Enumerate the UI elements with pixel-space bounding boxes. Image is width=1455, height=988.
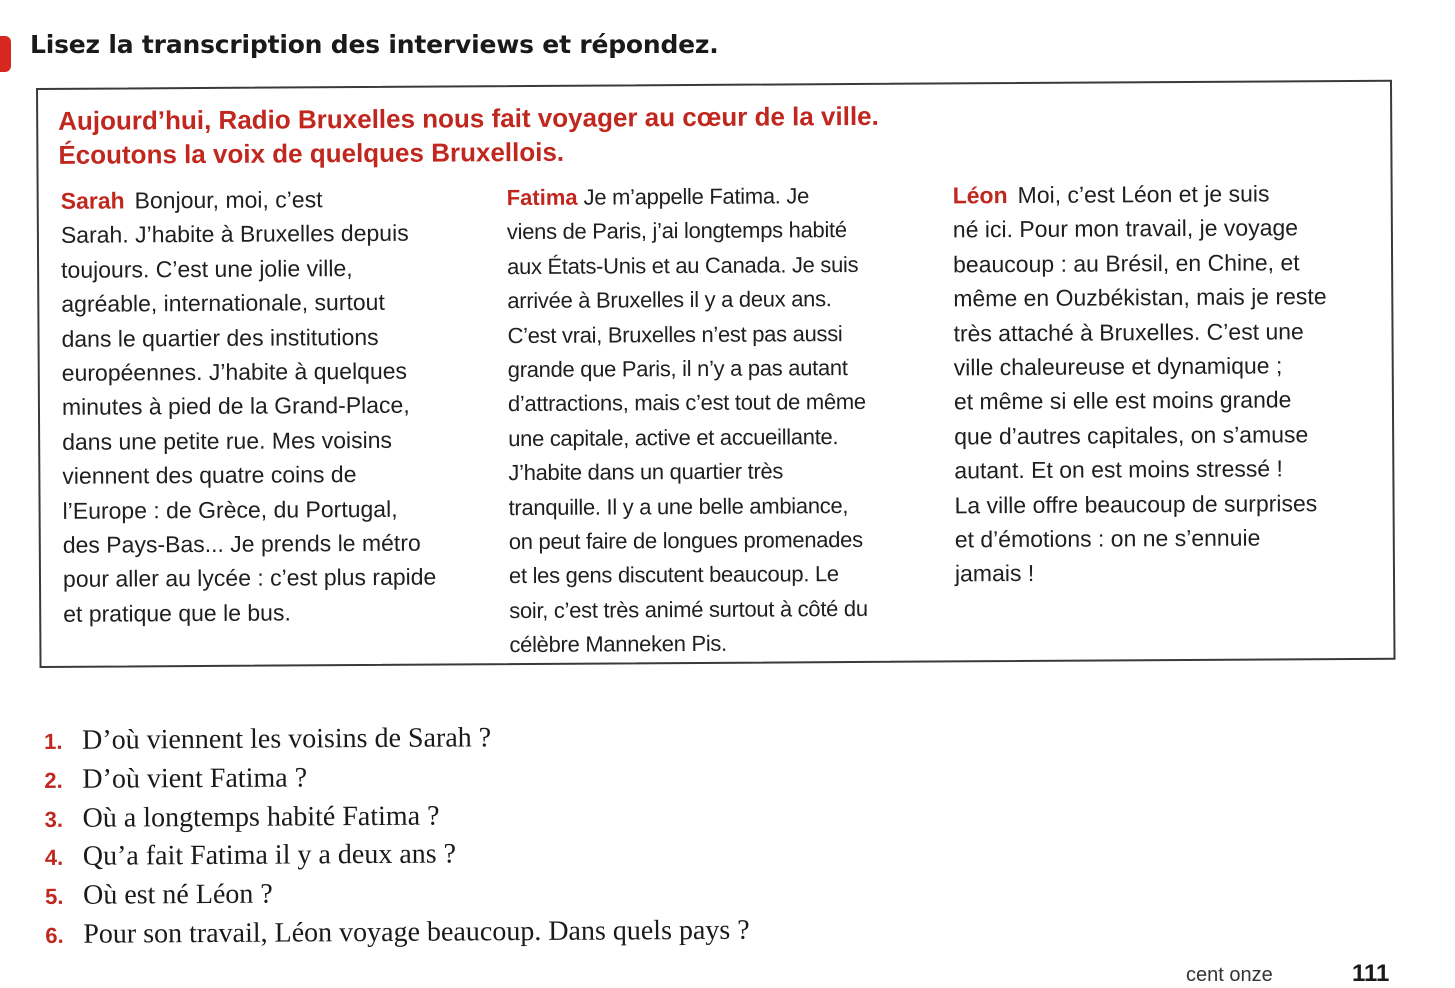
- interview-line: C’est vrai, Bruxelles n’est pas aussi: [507, 320, 843, 348]
- interview-line: dans une petite rue. Mes voisins: [62, 426, 393, 455]
- question-number: 3.: [44, 806, 64, 832]
- question-text: D’où vient Fatima ?: [82, 762, 308, 795]
- speaker-name: Léon: [952, 182, 1008, 209]
- interview-fatima: [507, 178, 950, 662]
- interview-line: jamais !: [954, 560, 1035, 587]
- interview-line: Léon Moi, c’est Léon et je suis: [952, 180, 1270, 209]
- question-text: Où est né Léon ?: [82, 878, 273, 911]
- question-number: 6.: [45, 922, 64, 948]
- interview-line: célèbre Manneken Pis.: [509, 631, 727, 658]
- interview-line: grande que Paris, il n’y a pas autant: [507, 355, 848, 383]
- interview-line: et d’émotions : on ne s’ennuie: [954, 524, 1261, 553]
- interview-line: des Pays-Bas... Je prends le métro: [62, 529, 421, 558]
- interview-line: soir, c’est très animé surtout à côté du: [509, 595, 868, 623]
- question-item: [44, 795, 749, 838]
- interview-line: né ici. Pour mon travail, je voyage: [952, 214, 1299, 243]
- question-list: [44, 718, 750, 955]
- interview-line: Fatima Je m’appelle Fatima. Je: [506, 183, 810, 211]
- interview-line: minutes à pied de la Grand-Place,: [61, 392, 410, 421]
- question-number: 5.: [44, 884, 64, 910]
- question-text: Pour son travail, Léon voyage beaucoup. Dans quels pays ?: [83, 914, 750, 950]
- interview-line: très attaché à Bruxelles. C’est une: [953, 317, 1304, 347]
- transcription-box: [36, 80, 1396, 668]
- page-number-words: cent onze: [1186, 964, 1273, 986]
- interview-line: beaucoup : au Brésil, en Chine, et: [953, 249, 1300, 278]
- interview-line: autant. Et on est moins stressé !: [954, 455, 1283, 484]
- question-item: [45, 834, 750, 877]
- question-number: 4.: [44, 845, 64, 871]
- question-text: Qu’a fait Fatima il y a deux ans ?: [82, 838, 457, 873]
- interview-line: on peut faire de longues promenades: [508, 527, 863, 555]
- interview-line: toujours. C’est une jolie ville,: [61, 254, 353, 283]
- speaker-name: Sarah: [60, 187, 125, 214]
- question-number: 1.: [44, 728, 63, 754]
- interview-line: La ville offre beaucoup de surprises: [954, 489, 1318, 519]
- interview-line: que d’autres capitales, on s’amuse: [954, 421, 1309, 450]
- question-item: [44, 756, 749, 799]
- interview-line: ville chaleureuse et dynamique ;: [953, 352, 1283, 381]
- question-number: 2.: [44, 767, 63, 793]
- headline-line-1: Aujourd’hui, Radio Bruxelles nous fait voyager au cœur de la ville.: [58, 100, 879, 136]
- interview-line: l’Europe : de Grèce, du Portugal,: [62, 495, 398, 524]
- interview-line: européennes. J’habite à quelques: [61, 357, 408, 386]
- question-text: D’où viennent les voisins de Sarah ?: [82, 722, 492, 756]
- interview-line: pour aller au lycée : c’est plus rapide: [62, 564, 437, 593]
- interview-line: J’habite dans un quartier très: [508, 458, 784, 486]
- interview-line: dans le quartier des institutions: [61, 323, 379, 352]
- interview-sarah: [61, 181, 504, 631]
- question-item: [45, 873, 750, 916]
- interview-line: et les gens discutent beaucoup. Le: [508, 561, 839, 589]
- interview-line: et même si elle est moins grande: [953, 386, 1292, 415]
- exercise-instruction: Lisez la transcription des interviews et répondez.: [30, 30, 719, 59]
- interview-line: viennent des quatre coins de: [62, 461, 357, 490]
- interview-line: Sarah. J’habite à Bruxelles depuis: [60, 220, 409, 249]
- page-number: 111: [1352, 960, 1390, 987]
- question-text: Où a longtemps habité Fatima ?: [82, 800, 440, 834]
- exercise-marker: [0, 36, 11, 72]
- interview-line: agréable, internationale, surtout: [61, 289, 385, 318]
- interview-line: aux États-Unis et au Canada. Je suis: [507, 251, 859, 279]
- interview-line: tranquille. Il y a une belle ambiance,: [508, 492, 849, 520]
- speaker-name: Fatima: [506, 184, 578, 211]
- interview-line: et pratique que le bus.: [63, 599, 291, 627]
- transcription-headline: [58, 99, 879, 172]
- headline-line-2: Écoutons la voix de quelques Bruxellois.: [58, 136, 565, 170]
- interview-line: une capitale, active et accueillante.: [508, 423, 839, 451]
- interview-line: Sarah Bonjour, moi, c’est: [60, 186, 323, 214]
- interview-line: viens de Paris, j’ai longtemps habité: [506, 217, 847, 245]
- interview-line: arrivée à Bruxelles il y a deux ans.: [507, 286, 832, 314]
- interview-leon: [953, 176, 1388, 592]
- interview-line: même en Ouzbékistan, mais je reste: [953, 283, 1327, 312]
- question-item: [45, 912, 750, 955]
- question-item: [44, 718, 749, 761]
- interview-line: d’attractions, mais c’est tout de même: [507, 389, 866, 417]
